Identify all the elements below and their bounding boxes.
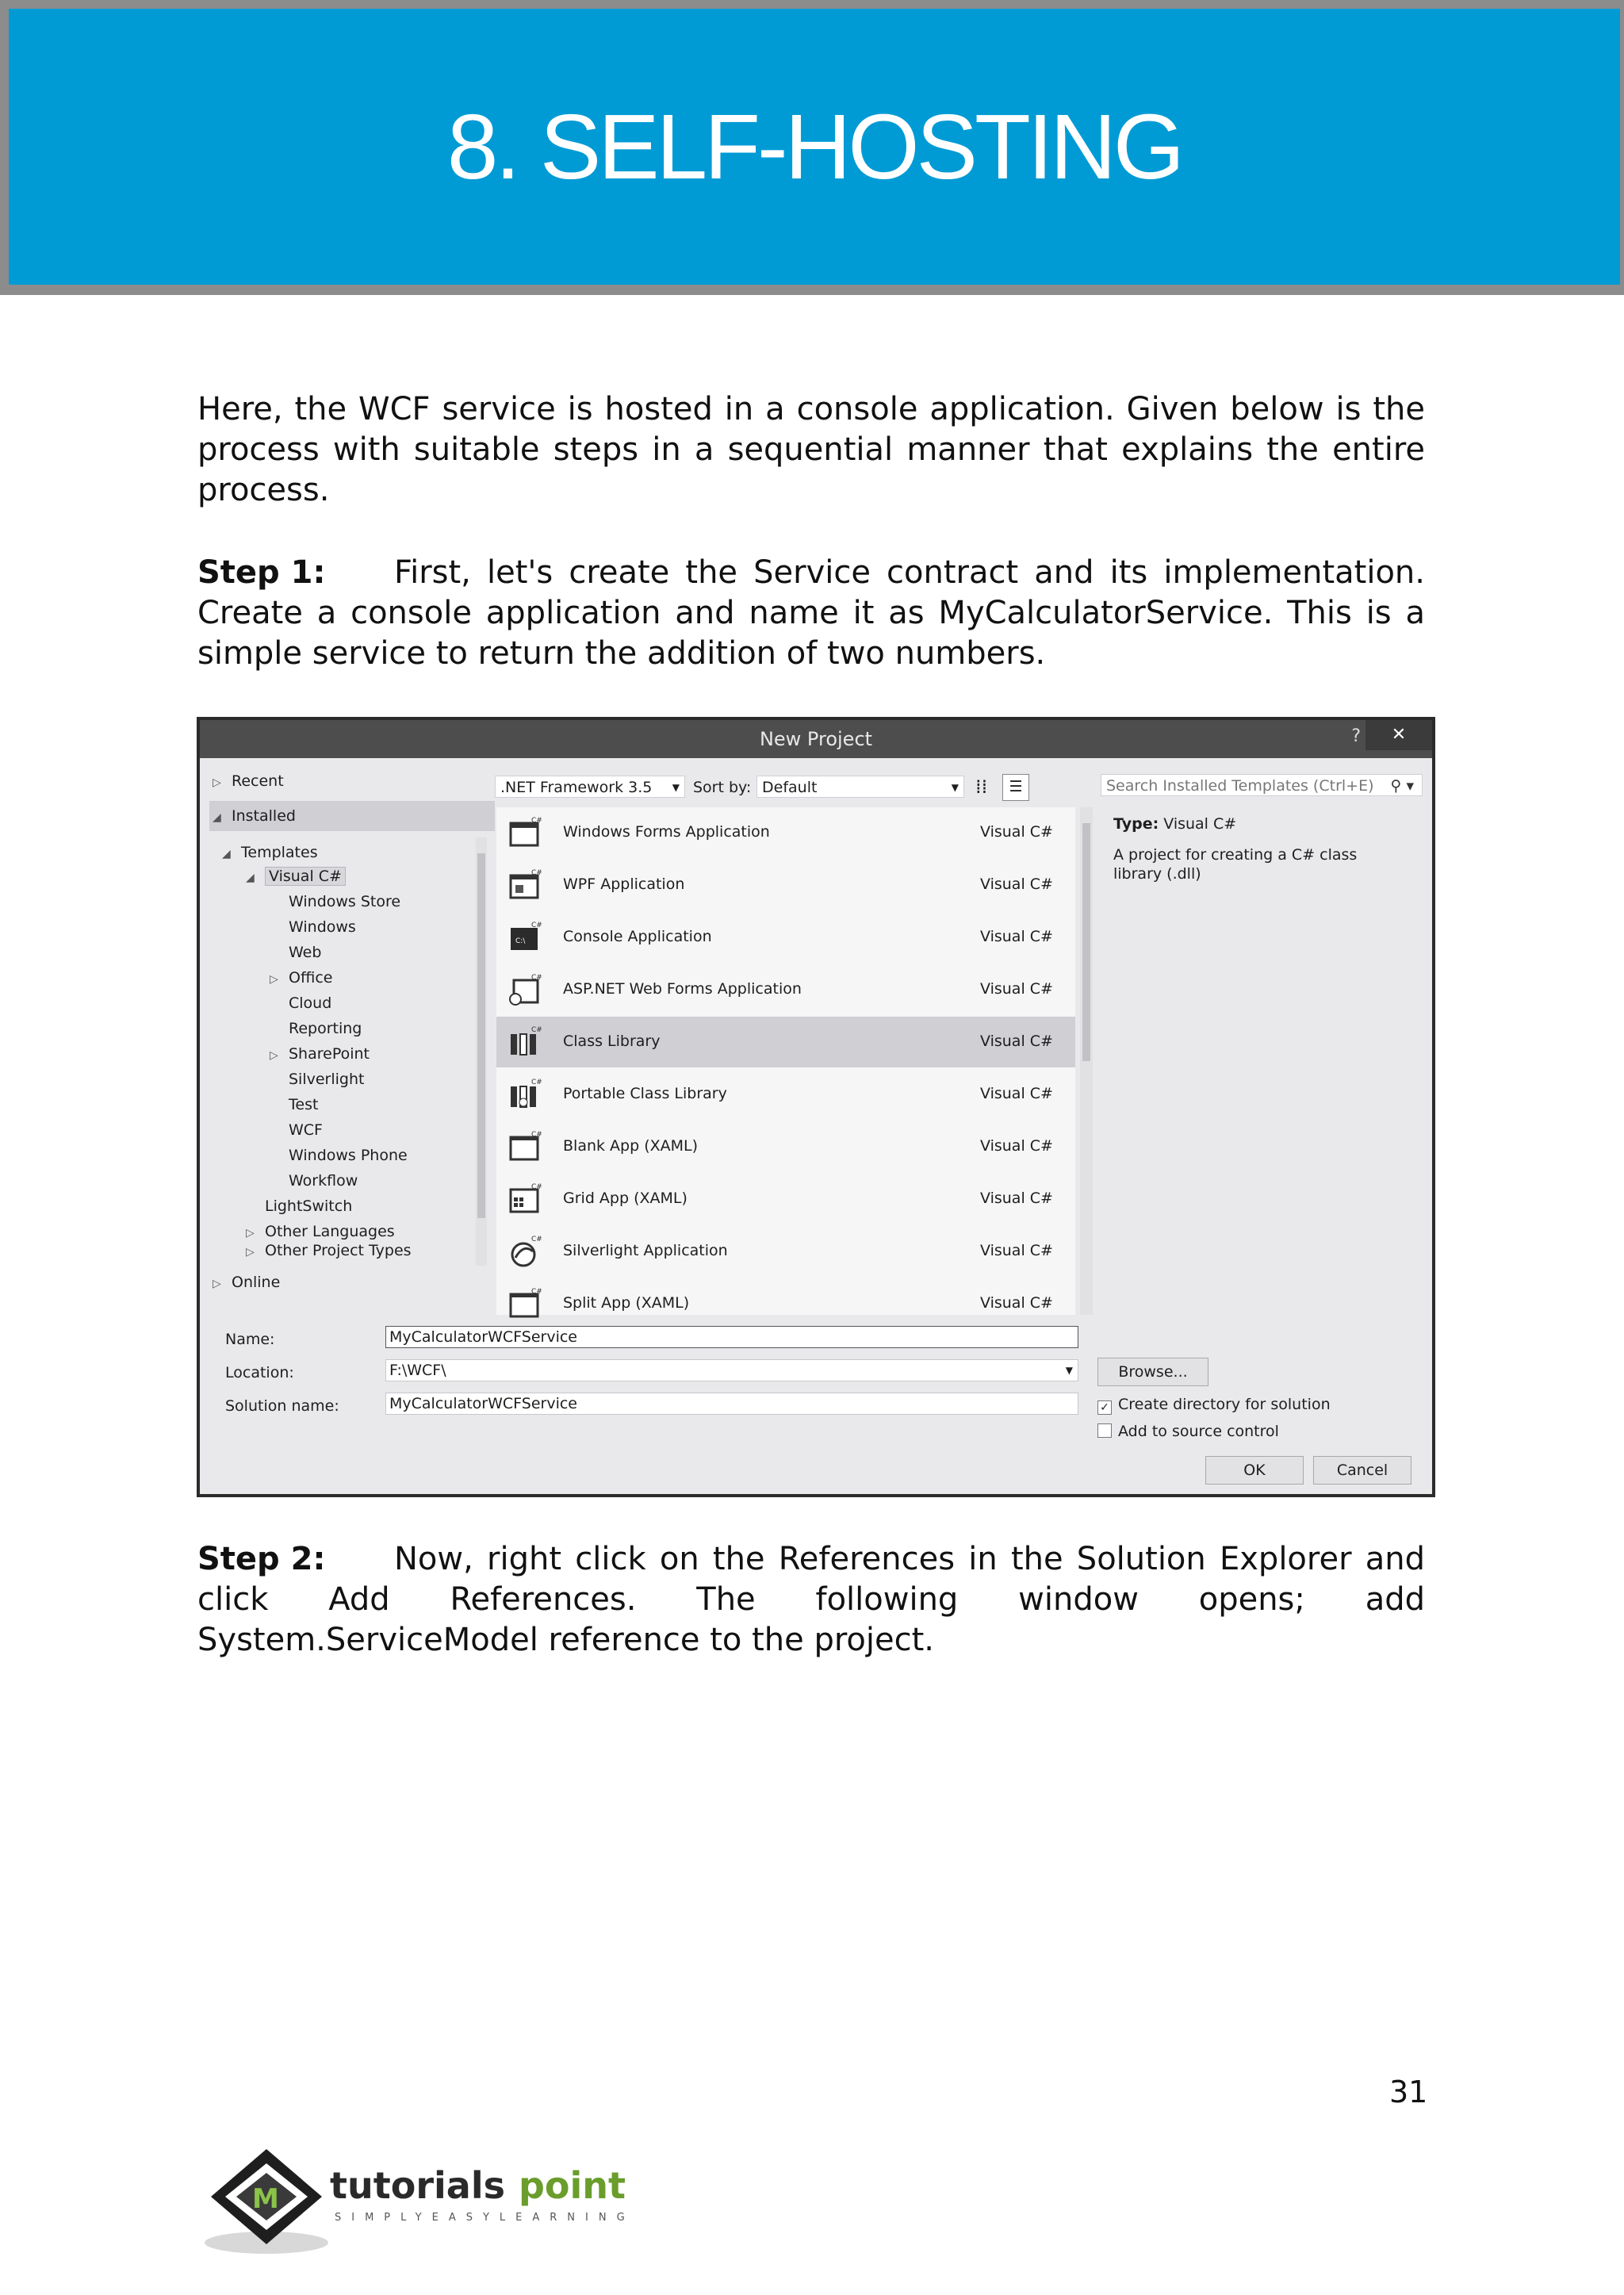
collapse-arrow-icon: ◢ (222, 848, 231, 860)
chevron-down-icon: ▼ (1065, 1365, 1073, 1376)
step-2-label: Step 2: (197, 1541, 326, 1577)
sort-by-label: Sort by: (693, 779, 752, 796)
wpf-icon (508, 869, 542, 901)
tree-item-other-project-types[interactable]: ▷ Other Project Types (246, 1242, 412, 1259)
browse-button[interactable]: Browse... (1097, 1358, 1208, 1386)
template-item[interactable]: C# ASP.NET Web Forms Application Visual C# (496, 964, 1075, 1015)
location-dropdown[interactable]: F:\WCF\ ▼ (385, 1359, 1078, 1381)
template-item[interactable]: C:\ C# Console Application Visual C# (496, 912, 1075, 963)
web-forms-icon (508, 974, 542, 1006)
type-line: Type: Visual C# (1113, 815, 1237, 833)
expand-arrow-icon: ▷ (213, 776, 221, 789)
search-templates-input[interactable]: Search Installed Templates (Ctrl+E) ⚲ ▾ (1101, 774, 1423, 796)
empty-checkbox-icon (1097, 1423, 1112, 1438)
page-title: 8. SELF-HOSTING (446, 95, 1182, 198)
tree-item-office[interactable]: ▷ Office (270, 969, 333, 987)
logo-word-point: point (519, 2164, 626, 2207)
tutorialspoint-logo (203, 2141, 647, 2260)
template-list-scrollbar-thumb[interactable] (1082, 823, 1090, 1061)
step-2-text: Now, right click on the References in the Solution Explorer and click Add References. The following window opens; add System.ServiceModel reference to the project. (197, 1541, 1425, 1658)
help-icon[interactable]: ? (1351, 726, 1361, 746)
tree-item-silverlight[interactable]: Silverlight (289, 1071, 365, 1088)
cancel-button[interactable]: Cancel (1313, 1456, 1411, 1485)
list-view-icon[interactable]: ☰ (1002, 774, 1029, 801)
tree-item-recent[interactable]: ▷ Recent (213, 772, 284, 790)
collapse-arrow-icon: ◢ (213, 811, 221, 824)
add-source-control-checkbox[interactable]: Add to source control (1097, 1423, 1279, 1440)
svg-text:C#: C# (531, 817, 542, 825)
template-item[interactable]: C# Grid App (XAML) Visual C# (496, 1174, 1075, 1224)
expand-arrow-icon: ▷ (270, 1049, 278, 1062)
step-1-label: Step 1: (197, 554, 326, 591)
tree-item-other-languages[interactable]: ▷ Other Languages (246, 1223, 395, 1240)
template-item[interactable]: C# Split App (XAML) Visual C# (496, 1278, 1075, 1329)
close-icon[interactable]: ✕ (1365, 720, 1432, 750)
template-item[interactable]: C# Windows Forms Application Visual C# (496, 807, 1075, 858)
grid-app-icon (508, 1183, 542, 1215)
svg-text:C:\: C:\ (515, 937, 526, 945)
solution-name-input[interactable]: MyCalculatorWCFService (385, 1393, 1078, 1415)
framework-dropdown[interactable]: .NET Framework 3.5 ▼ (495, 776, 685, 798)
dialog-title: New Project (759, 728, 873, 750)
svg-text:M: M (252, 2183, 279, 2215)
step-1-paragraph (197, 553, 1425, 674)
template-item-selected[interactable]: C# Class Library Visual C# (496, 1017, 1075, 1067)
tree-item-windows[interactable]: Windows (289, 918, 356, 936)
expand-arrow-icon: ▷ (213, 1278, 221, 1290)
logo-tagline: SIMPLYEASYLEARNING (335, 2212, 635, 2224)
template-item[interactable]: C# Portable Class Library Visual C# (496, 1069, 1075, 1120)
logo-icon (203, 2141, 647, 2260)
logo-word-tutorials: tutorials (330, 2164, 505, 2207)
medium-icons-view-icon[interactable]: ⁞⁞ (975, 776, 988, 798)
svg-text:C#: C# (531, 1079, 542, 1086)
intro-paragraph: Here, the WCF service is hosted in a console application. Given below is the process with suitable steps in a sequential manner that explains the entire process. (197, 391, 1425, 508)
expand-arrow-icon: ▷ (246, 1227, 255, 1239)
name-input[interactable]: MyCalculatorWCFService (385, 1326, 1078, 1348)
tree-item-sharepoint[interactable]: ▷ SharePoint (270, 1045, 370, 1063)
header-banner-fill (9, 9, 1620, 285)
location-label: Location: (225, 1364, 294, 1381)
collapse-arrow-icon: ◢ (246, 872, 255, 884)
template-description: A project for creating a C# class library (.dll) (1113, 846, 1358, 883)
tree-item-web[interactable]: Web (289, 944, 322, 961)
chevron-down-icon: ▼ (951, 782, 959, 793)
step-2-paragraph (197, 1539, 1425, 1661)
svg-text:C#: C# (531, 1131, 542, 1139)
template-item[interactable]: C# WPF Application Visual C# (496, 860, 1075, 910)
solution-name-label: Solution name: (225, 1397, 339, 1415)
svg-text:C#: C# (531, 869, 542, 877)
name-label: Name: (225, 1331, 275, 1348)
create-directory-checkbox[interactable]: ✓ Create directory for solution (1097, 1396, 1331, 1415)
class-library-icon (508, 1026, 542, 1058)
search-icon: ⚲ ▾ (1390, 777, 1414, 795)
tree-item-templates[interactable]: ◢ Templates (222, 844, 318, 861)
ok-button[interactable]: OK (1205, 1456, 1304, 1485)
tree-item-wcf[interactable]: WCF (289, 1121, 323, 1139)
silverlight-icon (508, 1236, 542, 1267)
dialog-titlebar (200, 720, 1432, 758)
tree-item-windows-store[interactable]: Windows Store (289, 893, 401, 910)
new-project-dialog (197, 717, 1435, 1497)
template-description-panel (1097, 758, 1431, 1315)
portable-class-library-icon (508, 1079, 542, 1110)
tree-item-windows-phone[interactable]: Windows Phone (289, 1147, 408, 1164)
template-tree (209, 758, 495, 1315)
chevron-down-icon: ▼ (672, 782, 680, 793)
windows-forms-icon (508, 817, 542, 849)
svg-text:C#: C# (531, 921, 542, 929)
tree-scrollbar-thumb[interactable] (477, 853, 485, 1218)
svg-text:C#: C# (531, 1026, 542, 1034)
sort-by-dropdown[interactable]: Default ▼ (756, 776, 964, 798)
template-list (496, 807, 1075, 1315)
header-banner (0, 0, 1624, 295)
checkmark-icon: ✓ (1097, 1400, 1112, 1415)
split-app-icon (508, 1288, 542, 1320)
svg-text:C#: C# (531, 974, 542, 982)
tree-scrollbar[interactable] (476, 837, 487, 1266)
expand-arrow-icon: ▷ (246, 1246, 255, 1259)
tree-item-cloud[interactable]: Cloud (289, 994, 332, 1012)
template-item[interactable]: C# Blank App (XAML) Visual C# (496, 1121, 1075, 1172)
tree-item-test[interactable]: Test (289, 1096, 319, 1113)
svg-text:C#: C# (531, 1236, 542, 1243)
svg-text:C#: C# (531, 1288, 542, 1296)
step-1-text: First, let's create the Service contract and its implementation. Create a console application and name it as MyCalculatorService. This is a simple service to return the addition of two numbers. (197, 554, 1425, 672)
blank-app-icon (508, 1131, 542, 1163)
tree-item-online[interactable]: ▷ Online (213, 1274, 281, 1291)
page-number: 31 (1389, 2075, 1428, 2109)
svg-text:C#: C# (531, 1183, 542, 1191)
expand-arrow-icon: ▷ (270, 973, 278, 986)
template-item[interactable]: C# Silverlight Application Visual C# (496, 1226, 1075, 1277)
tree-item-lightswitch[interactable]: LightSwitch (265, 1197, 353, 1215)
tree-item-installed[interactable]: ◢ Installed (209, 801, 495, 831)
project-form (209, 1316, 1431, 1491)
tree-item-workflow[interactable]: Workflow (289, 1172, 358, 1190)
tree-item-reporting[interactable]: Reporting (289, 1020, 362, 1037)
template-list-scrollbar[interactable] (1080, 807, 1093, 1315)
console-icon (508, 921, 542, 953)
tree-item-visual-cs[interactable]: ◢ Visual C# (246, 868, 346, 885)
